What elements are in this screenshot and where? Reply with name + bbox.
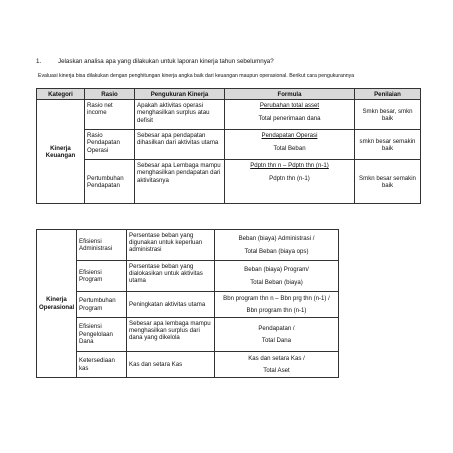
pengukuran-cell: Sebesar apa Lembaga mampu menghasilkan pendapatan dari aktivitasnya <box>135 160 225 204</box>
table-row <box>37 230 339 261</box>
rasio-cell: Pertumbuhan Program <box>77 292 127 318</box>
table-row <box>37 292 339 318</box>
operational-performance-table <box>36 229 339 378</box>
formula-cell <box>215 261 339 292</box>
pengukuran-cell: Peningkatan aktivitas utama <box>127 292 215 318</box>
pengukuran-cell: Apakah aktivitas operasi menghasilkan surplus atau defisit <box>135 100 225 130</box>
formula-numerator: Bbn program thn n – Bbn prg thn (n-1) / <box>223 294 330 302</box>
formula-cell <box>225 130 355 160</box>
rasio-cell: Rasio Pendapatan Operasi <box>85 130 135 160</box>
pengukuran-cell: Persentase beban yang dialokasikan untuk aktivitas utama <box>127 261 215 292</box>
table-row <box>37 261 339 292</box>
formula-denominator: Total Beban (biaya ops) <box>244 247 309 255</box>
formula-cell <box>225 100 355 130</box>
formula-numerator: Pendapatan Operasi <box>261 131 318 139</box>
question-text: Jelaskan analisa apa yang dilakukan untuk laporan kinerja tahun sebelumnya? <box>58 58 274 65</box>
rasio-cell: Ketersediaan kas <box>77 352 127 378</box>
header-rasio: Rasio <box>85 89 135 100</box>
pengukuran-cell: Sebesar apa lembaga mampu menghasilkan surplus dari dana yang dikelola <box>127 318 215 352</box>
financial-performance-table <box>36 88 421 204</box>
pengukuran-cell: Kas dan setara Kas <box>127 352 215 378</box>
intro-paragraph: Evaluasi kinerja bisa dilakukan dengan penghitungan kinerja angka baik dari keuangan maupun operasional. Berikut cara pengukurannya <box>38 73 355 79</box>
pengukuran-cell: Persentase beban yang digunakan untuk keperluan administrasi <box>127 230 215 261</box>
rasio-cell: Pertumbuhan Pendapatan <box>85 160 135 204</box>
formula-denominator: Total Dana <box>261 337 292 344</box>
rasio-cell: Efisiensi Administrasi <box>77 230 127 261</box>
formula-denominator: Total Beban (biaya) <box>250 278 303 286</box>
rasio-cell: Efisiensi Pengelolaan Dana <box>77 318 127 352</box>
formula-numerator: Beban (biaya) Administrasi / <box>238 235 315 243</box>
question <box>36 58 436 66</box>
table-row <box>37 130 421 160</box>
header-formula: Formula <box>225 89 355 100</box>
formula-numerator: Beban (biaya) Program/ <box>244 266 309 274</box>
formula-cell <box>215 318 339 352</box>
formula-cell <box>225 160 355 204</box>
header-kategori: Kategori <box>37 89 85 100</box>
category-cell: Kinerja Operasional <box>37 230 77 378</box>
penilaian-cell: smkn besar semakin baik <box>355 130 421 160</box>
formula-numerator: Perubahan total asset <box>259 101 320 109</box>
rasio-cell: Efisiensi Program <box>77 261 127 292</box>
formula-cell <box>215 292 339 318</box>
pengukuran-cell: Sebesar apa pendapatan dihasilkan dari aktivitas utama <box>135 130 225 160</box>
table-row <box>37 100 421 130</box>
formula-numerator: Kas dan setara Kas / <box>248 354 305 362</box>
formula-denominator: Total Beban <box>273 145 306 153</box>
table-row <box>37 160 421 204</box>
rasio-cell: Rasio net income <box>85 100 135 130</box>
table-row <box>37 318 339 352</box>
header-penilaian: Penilaian <box>355 89 421 100</box>
formula-cell <box>215 352 339 378</box>
table-row <box>37 352 339 378</box>
formula-numerator: Pdptn thn n – Pdptn thn (n-1) <box>250 161 329 169</box>
question-number: 1. <box>36 58 42 65</box>
penilaian-cell: Smkn besar semakin baik <box>355 160 421 204</box>
formula-cell <box>215 230 339 261</box>
formula-denominator: Total penerimaan dana <box>258 115 321 123</box>
formula-numerator: Pendapatan / <box>258 324 295 332</box>
formula-denominator: Total Aset <box>263 367 290 374</box>
header-pengukuran: Pengukuran Kinerja <box>135 89 225 100</box>
table-header-row <box>37 89 421 100</box>
formula-denominator: Bbn program thn (n-1) <box>246 307 307 314</box>
penilaian-cell: Smkn besar, smkn baik <box>355 100 421 130</box>
category-cell: Kinerja Keuangan <box>37 100 85 204</box>
formula-denominator: Pdptn thn (n-1) <box>269 175 310 183</box>
